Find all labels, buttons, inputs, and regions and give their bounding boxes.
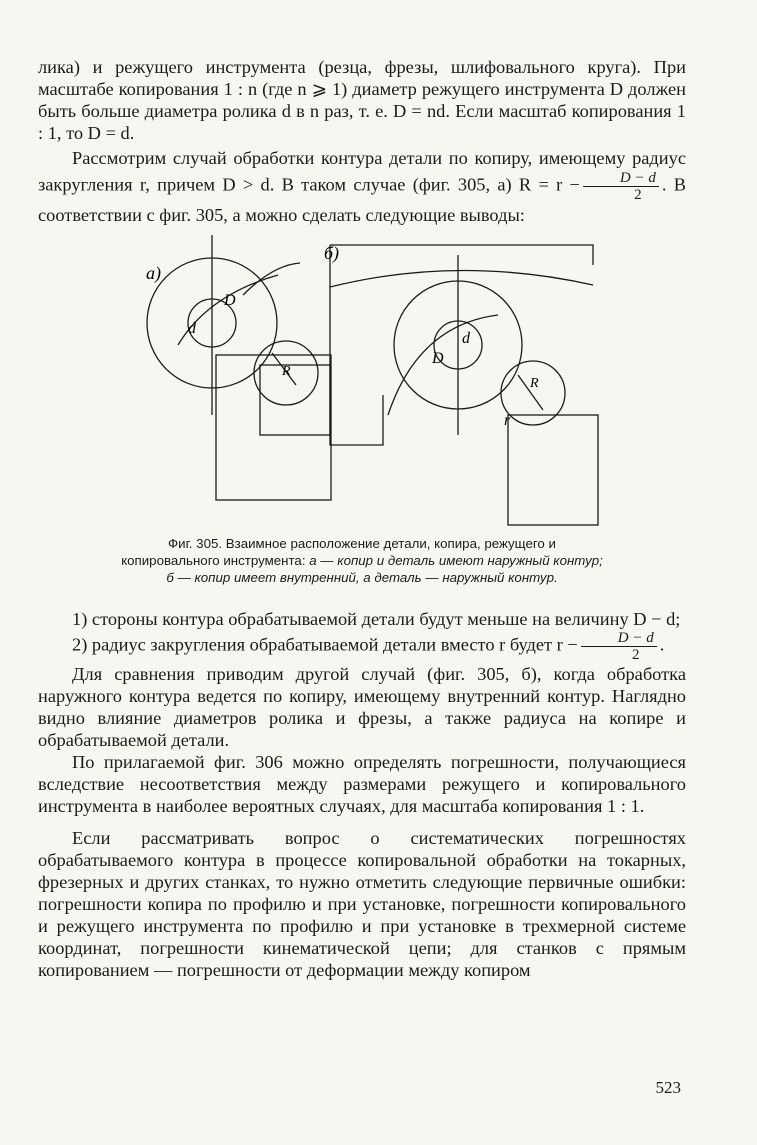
fraction-r-denominator: 2 xyxy=(632,647,640,663)
caption-title: Фиг. 305. Взаимное расположение детали, копира, режущего и копировального инструмента: xyxy=(121,536,556,568)
fig-b-D: D xyxy=(432,350,444,367)
fraction-R xyxy=(583,170,659,203)
paragraph-1: лика) и режущего инструмента (резца, фрезы, шлифовального круга). При масштабе копирования 1 : n (где n ⩾ 1) диаметр режущего инструмента D должен быть больше диаметра ролика d в n раз, т. е. D = nd. Если масштаб копирования 1 : 1, то D = d. xyxy=(38,57,686,143)
page-body xyxy=(38,56,686,981)
fig-a-d: d xyxy=(188,320,196,337)
figure-305 xyxy=(38,235,686,535)
caption-part-b: б — копир имеет внутренний, а деталь — наружный контур. xyxy=(166,570,558,585)
figure-caption xyxy=(118,535,606,586)
paragraph-2 xyxy=(38,146,686,227)
fig-b-d: d xyxy=(462,330,470,347)
list-item-2-start: 2) радиус закругления обрабатываемой детали вместо r будет r − xyxy=(72,634,578,655)
fig-label-a: а) xyxy=(146,263,161,283)
fig-a-R: R xyxy=(282,364,291,379)
paragraph-2-start: Рассмотрим случай обработки контура детали по копиру, имеющему радиус закругления r, причем D > d. В таком случае (фиг. 305, а) R = r − xyxy=(38,148,686,195)
fraction-r xyxy=(581,630,657,663)
paragraph-2-end: . В соответствии с фиг. 305, а можно сделать следующие выводы: xyxy=(38,174,686,225)
fraction-R-numerator: D − d xyxy=(583,170,659,187)
paragraph-5: Если рассматривать вопрос о систематических погрешностях обрабатываемого контура в процессе копировальной обработки на токарных, фрезерных и других станках, то нужно отметить следующие первичные ошибки: погрешности копира по профилю и при установке, погрешности копировального и режущего инструмента по профилю и при установке в трехмерной системе координат, погрешности кинематической цепи; для станков с прямым копированием — погрешности от деформации между копиром xyxy=(38,828,686,980)
paragraph-3: Для сравнения приводим другой случай (фиг. 305, б), когда обработка наружного контура ведется по копиру, имеющему внутренний контур. Наглядно видно влияние диаметров ролика и фрезы, а также радиуса на копире и обрабатываемой детали. xyxy=(38,664,686,750)
fig-b-R: R xyxy=(530,376,539,391)
fig-a-D: D xyxy=(224,292,236,309)
fraction-r-numerator: D − d xyxy=(581,630,657,647)
caption-part-a: а — копир и деталь имеют наружный контур; xyxy=(309,553,603,568)
figure-305-drawing xyxy=(38,235,686,535)
fraction-R-denominator: 2 xyxy=(634,187,642,203)
page-number: 523 xyxy=(655,1078,681,1097)
fig-b-r: r xyxy=(504,412,511,429)
list-item-2-end: . xyxy=(659,634,665,655)
list-item-2 xyxy=(38,630,686,663)
paragraph-4: По прилагаемой фиг. 306 можно определять погрешности, получающиеся вследствие несоответствия между размерами режущего и копировального инструмента в наиболее вероятных случаях, для масштаба копирования 1 : 1. xyxy=(38,752,686,816)
fig-label-b: б) xyxy=(324,243,340,263)
list-item-1: 1) стороны контура обрабатываемой детали будут меньше на величину D − d; xyxy=(72,609,681,629)
